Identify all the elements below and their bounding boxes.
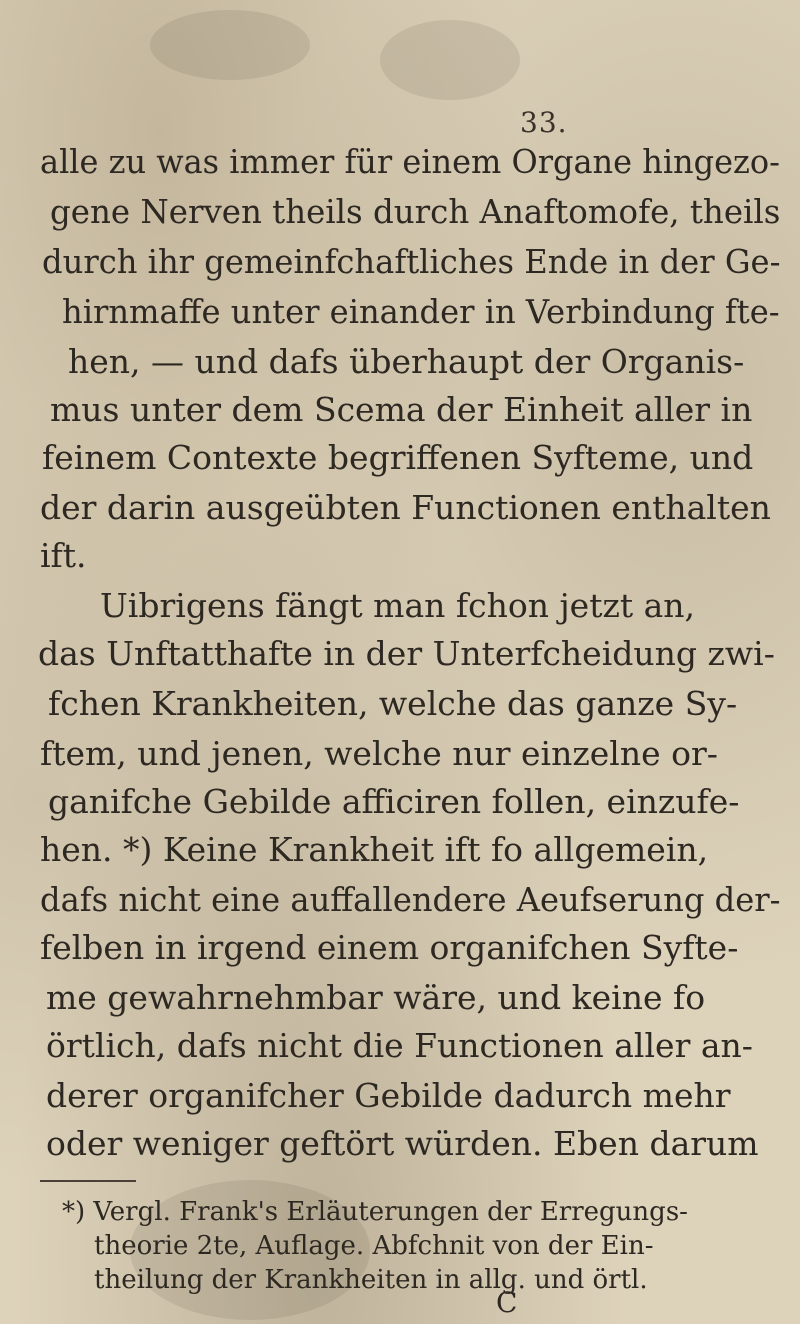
text-line: dafs nicht eine auffallendere Aeufserung der- xyxy=(40,880,781,919)
text-line: durch ihr gemeinfchaftliches Ende in der Ge- xyxy=(42,242,781,281)
text-line: Uibrigens fängt man fchon jetzt an, xyxy=(100,586,696,625)
footnote-line: *) Vergl. Frank's Erläuterungen der Erregungs- xyxy=(62,1197,688,1227)
text-line: örtlich, dafs nicht die Functionen aller an- xyxy=(46,1026,753,1065)
page-number: 33. xyxy=(520,106,568,139)
footnote-line: theorie 2te, Auflage. Abfchnit von der Ein- xyxy=(94,1231,654,1261)
text-line: ift. xyxy=(40,536,87,575)
text-line: hirnmaffe unter einander in Verbindung fte- xyxy=(62,292,780,331)
text-line: fchen Krankheiten, welche das ganze Sy- xyxy=(48,684,738,723)
text-line: feinem Contexte begriffenen Syfteme, und xyxy=(42,438,754,477)
text-line: hen. *) Keine Krankheit ift fo allgemein, xyxy=(40,830,709,869)
text-line: alle zu was immer für einem Organe hingezo- xyxy=(40,142,780,181)
text-line: der darin ausgeübten Functionen enthalten xyxy=(40,488,771,527)
text-line: hen, — und dafs überhaupt der Organis- xyxy=(68,342,745,381)
text-line: oder weniger geftört würden. Eben darum xyxy=(46,1124,759,1163)
text-line: das Unftatthafte in der Unterfcheidung zwi- xyxy=(38,634,775,673)
footnote-rule xyxy=(40,1180,136,1182)
text-line: ftem, und jenen, welche nur einzelne or- xyxy=(40,734,718,773)
paper-stain xyxy=(380,20,520,100)
footnote-line: theilung der Krankheiten in allg. und örtl. xyxy=(94,1265,648,1295)
text-line: gene Nerven theils durch Anaftomofe, theils xyxy=(50,192,781,231)
text-line: ganifche Gebilde afficiren follen, einzufe- xyxy=(48,782,740,821)
text-line: mus unter dem Scema der Einheit aller in xyxy=(50,390,753,429)
signature-mark: C xyxy=(496,1286,518,1319)
text-line: derer organifcher Gebilde dadurch mehr xyxy=(46,1076,731,1115)
text-line: felben in irgend einem organifchen Syfte- xyxy=(40,928,739,967)
text-line: me gewahrnehmbar wäre, und keine fo xyxy=(46,978,706,1017)
paper-stain xyxy=(150,10,310,80)
